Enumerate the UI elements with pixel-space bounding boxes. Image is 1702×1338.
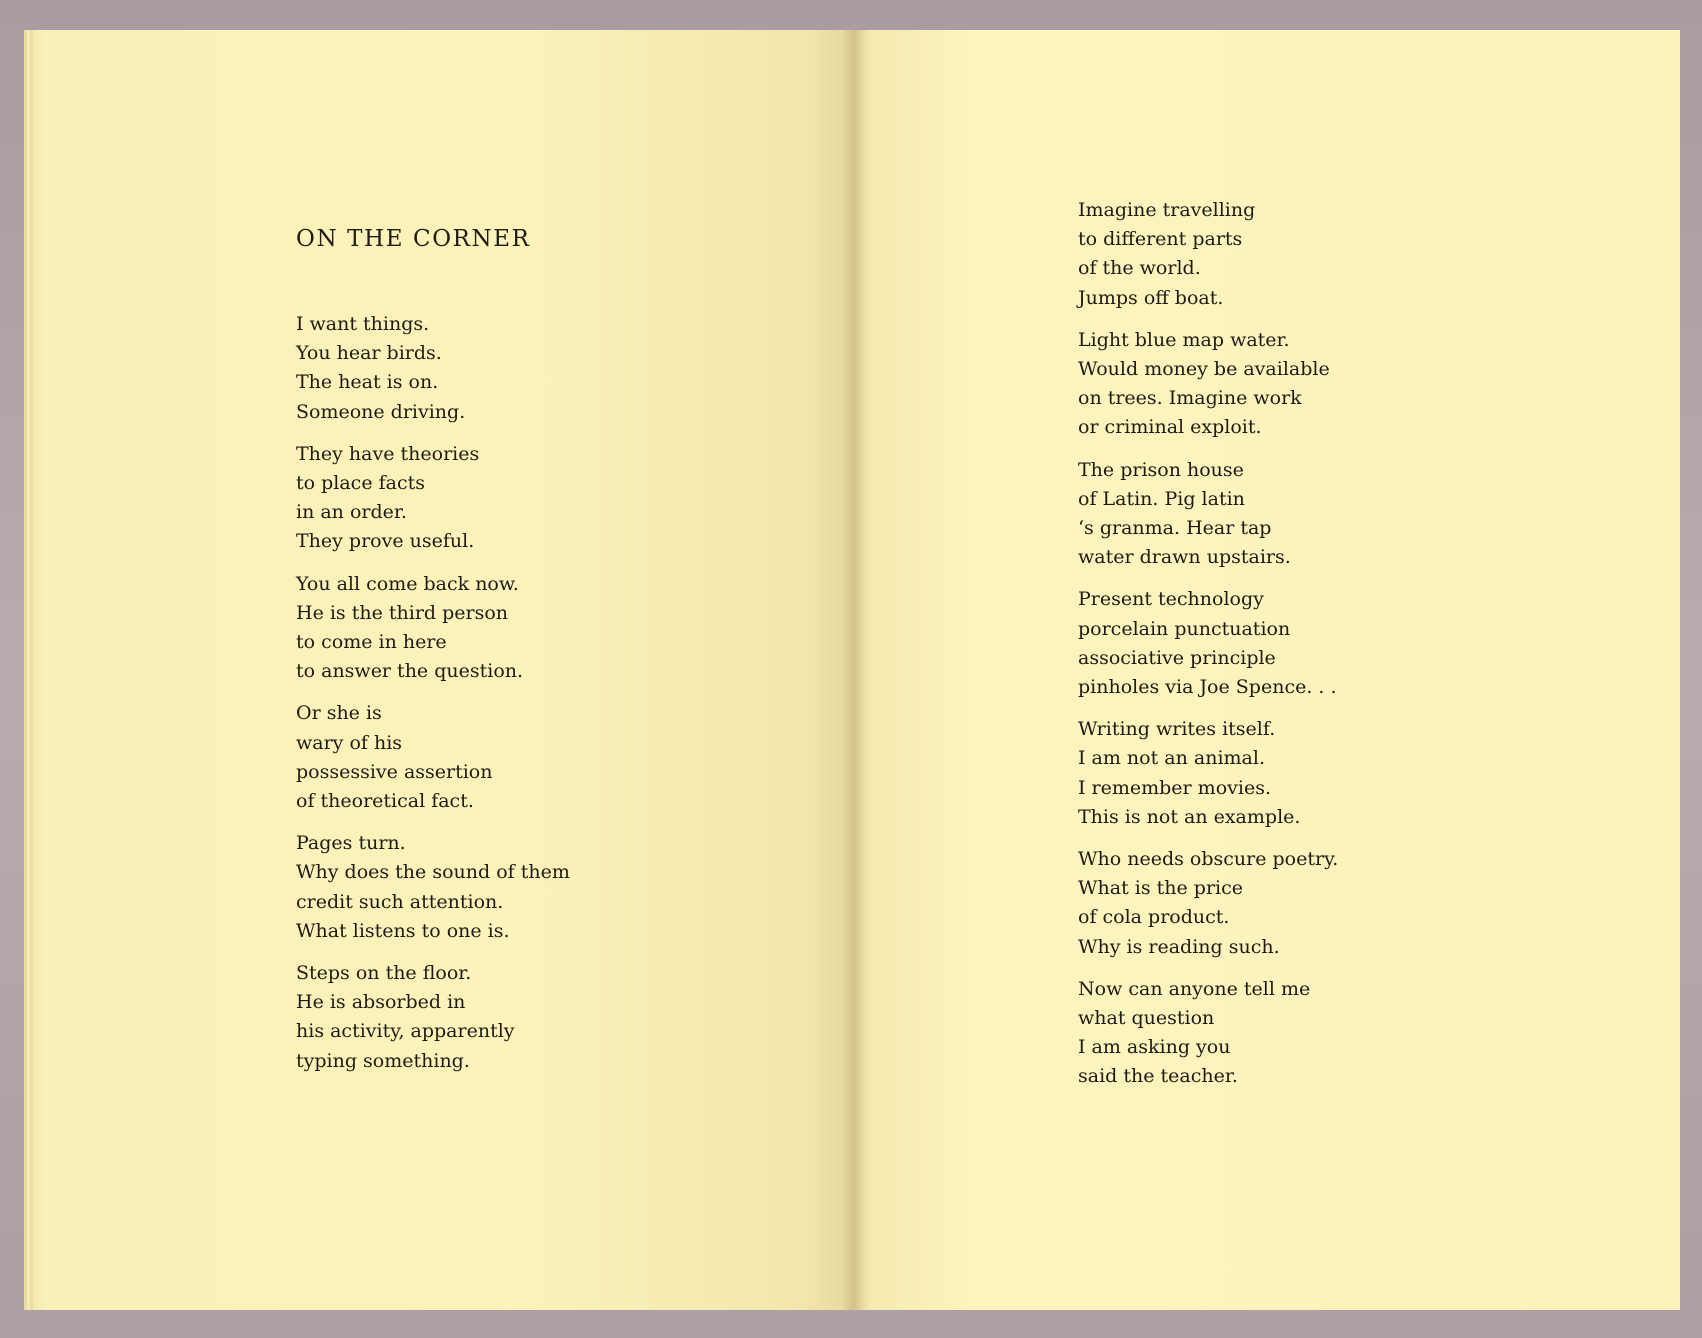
poem-line: possessive assertion (296, 760, 493, 783)
poem-title: ON THE CORNER (296, 226, 531, 252)
poem-line: What listens to one is. (296, 919, 510, 942)
poem-line: said the teacher. (1078, 1065, 1238, 1088)
book-gutter (842, 30, 866, 1310)
poem-line: to come in here (296, 631, 447, 654)
poem-line: He is absorbed in (296, 991, 466, 1014)
poem-line: what question (1078, 1007, 1215, 1030)
poem-line: Pages turn. (296, 832, 406, 855)
poem-line: of theoretical fact. (296, 790, 474, 813)
poem-line: his activity, apparently (296, 1020, 515, 1043)
right-stanza (1078, 326, 1598, 443)
poem-line: The prison house (1078, 458, 1244, 481)
poem-line: Why does the sound of them (296, 861, 570, 884)
poem-line: This is not an example. (1078, 805, 1301, 828)
poem-line: Light blue map water. (1078, 328, 1290, 351)
poem-line: Why is reading such. (1078, 935, 1280, 958)
left-poem-column (296, 310, 776, 1089)
left-stanza (296, 959, 776, 1076)
right-stanza (1078, 585, 1598, 702)
poem-line: I am asking you (1078, 1036, 1231, 1059)
poem-line: credit such attention. (296, 890, 504, 913)
poem-line: to answer the question. (296, 660, 524, 683)
poem-line: You hear birds. (296, 342, 442, 365)
poem-line: of the world. (1078, 257, 1201, 280)
poem-line: Jumps off boat. (1078, 286, 1224, 309)
right-stanza (1078, 715, 1598, 832)
poem-line: Or she is (296, 702, 382, 725)
right-stanza (1078, 845, 1598, 962)
poem-line: They prove useful. (296, 530, 475, 553)
poem-line: in an order. (296, 501, 407, 524)
poem-line: Present technology (1078, 588, 1264, 611)
right-stanza (1078, 196, 1598, 313)
poem-line: What is the price (1078, 877, 1243, 900)
poem-line: I am not an animal. (1078, 747, 1265, 770)
poem-line: porcelain punctuation (1078, 617, 1291, 640)
poem-line: ‘s granma. Hear tap (1078, 517, 1272, 540)
poem-line: I remember movies. (1078, 776, 1271, 799)
poem-line: Now can anyone tell me (1078, 977, 1311, 1000)
poem-line: typing something. (296, 1049, 470, 1072)
poem-line: Imagine travelling (1078, 199, 1256, 221)
right-stanza (1078, 975, 1598, 1092)
poem-line: The heat is on. (296, 371, 439, 394)
poem-line: to place facts (296, 472, 425, 495)
poem-line: to different parts (1078, 228, 1243, 251)
poem-line: They have theories (296, 442, 480, 465)
poem-line: Who needs obscure poetry. (1078, 848, 1339, 871)
poem-line: He is the third person (296, 601, 509, 624)
right-stanza (1078, 456, 1598, 573)
poem-line: or criminal exploit. (1078, 416, 1262, 439)
left-stanza (296, 699, 776, 816)
poem-line: Writing writes itself. (1078, 718, 1276, 741)
poem-line: of cola product. (1078, 906, 1230, 929)
poem-line: wary of his (296, 731, 403, 754)
poem-line: Would money be available (1078, 358, 1330, 381)
left-stanza (296, 310, 776, 427)
poem-line: Steps on the floor. (296, 962, 472, 985)
left-stanza (296, 829, 776, 946)
poem-line: You all come back now. (296, 572, 519, 595)
left-stanza (296, 570, 776, 687)
poem-line: associative principle (1078, 646, 1276, 669)
right-poem-column (1078, 196, 1598, 1105)
poem-line: Someone driving. (296, 400, 466, 423)
left-stanza (296, 440, 776, 557)
poem-line: pinholes via Joe Spence. . . (1078, 676, 1337, 699)
poem-line: on trees. Imagine work (1078, 387, 1302, 410)
poem-line: of Latin. Pig latin (1078, 487, 1245, 510)
poem-line: I want things. (296, 313, 430, 335)
poem-line: water drawn upstairs. (1078, 546, 1291, 569)
